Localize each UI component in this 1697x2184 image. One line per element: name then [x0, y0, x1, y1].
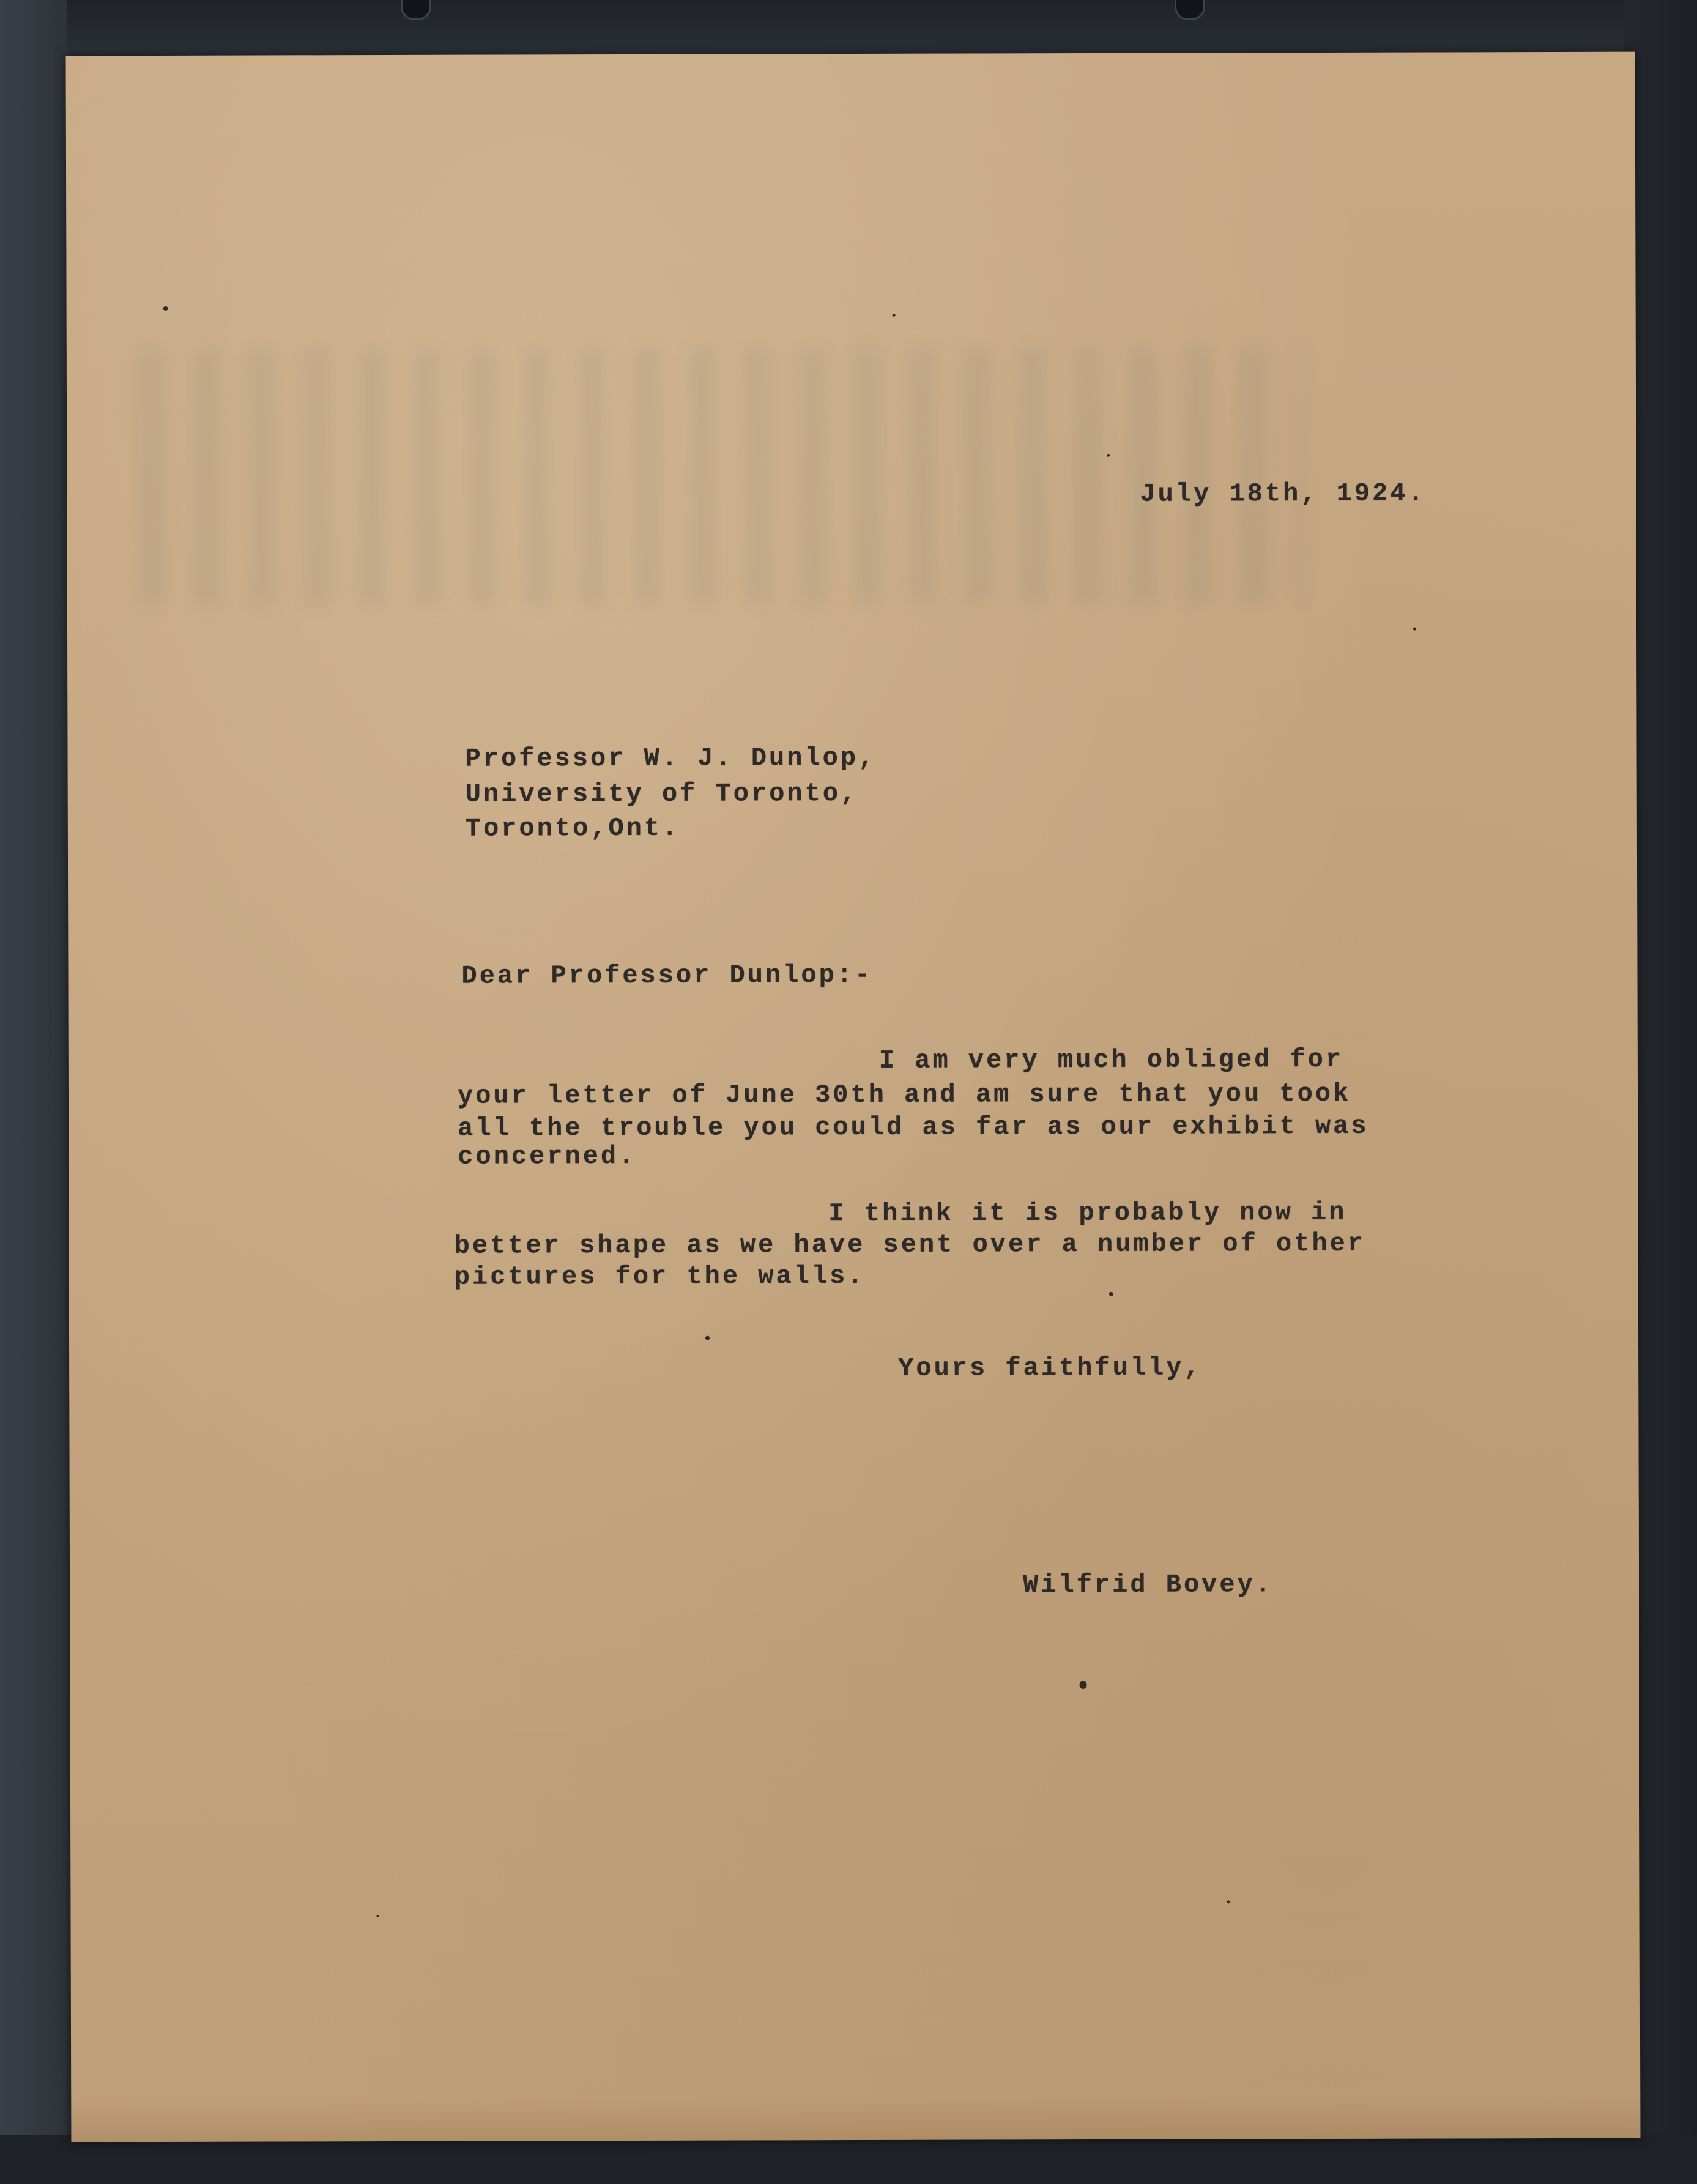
recipient-institution: University of Toronto, [465, 778, 859, 809]
signature: Wilfrid Bovey. [1023, 1570, 1274, 1600]
letter-sheet [66, 52, 1641, 2142]
paper-speck [1227, 1900, 1230, 1903]
letter-date: July 18th, 1924. [1140, 478, 1426, 509]
scanner-backdrop-bottom [0, 2135, 1697, 2184]
paper-speck [1109, 1292, 1113, 1296]
scanner-backdrop-left [0, 0, 67, 2184]
paper-speck [1107, 454, 1110, 457]
paper-speck [163, 306, 168, 311]
paragraph-2-line-3: pictures for the walls. [454, 1261, 866, 1292]
recipient-name: Professor W. J. Dunlop, [465, 743, 877, 774]
paper-speck [893, 314, 896, 317]
paragraph-2-line-2: better shape as we have sent over a number of other [454, 1228, 1366, 1261]
paragraph-2-line-1: I think it is probably now in [828, 1197, 1347, 1229]
closing: Yours faithfully, [898, 1353, 1202, 1383]
paper-speck [705, 1336, 710, 1340]
paragraph-1-line-1: I am very much obliged for [878, 1044, 1344, 1075]
recipient-city: Toronto,Ont. [465, 813, 680, 844]
paragraph-1-line-3: all the trouble you could as far as our exhibit was [458, 1111, 1369, 1143]
paper-speck [376, 1915, 379, 1917]
paper-speck [1413, 628, 1416, 631]
paragraph-1-line-4: concerned. [458, 1141, 637, 1172]
paper-speck [1079, 1681, 1086, 1689]
salutation: Dear Professor Dunlop:- [461, 960, 873, 991]
letterhead-show-through [140, 346, 1303, 606]
scanner-backdrop-top [0, 0, 1697, 55]
paragraph-1-line-2: your letter of June 30th and am sure that you took [457, 1079, 1351, 1111]
